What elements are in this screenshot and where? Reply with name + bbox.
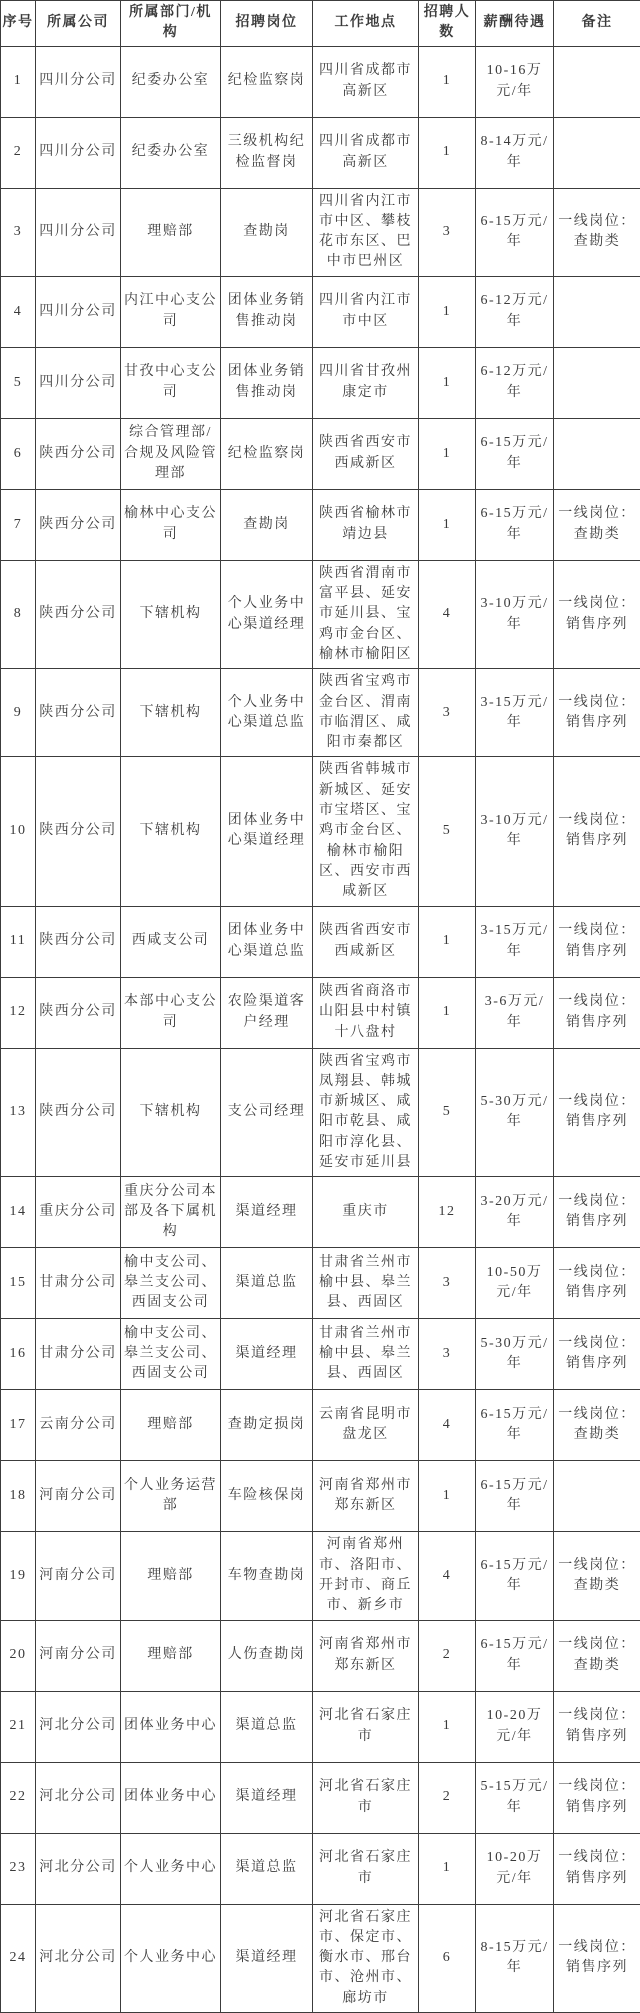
cell-note	[554, 117, 640, 188]
header-note: 备注	[554, 1, 640, 47]
cell-dept: 纪委办公室	[121, 117, 221, 188]
cell-dept: 本部中心支公司	[121, 977, 221, 1048]
cell-location: 四川省成都市高新区	[313, 46, 419, 117]
cell-salary: 6-15万元/年	[476, 418, 554, 489]
cell-note: 一线岗位：销售序列	[554, 669, 640, 757]
cell-count: 1	[419, 1833, 476, 1904]
cell-company: 河北分公司	[36, 1762, 121, 1833]
cell-salary: 6-15万元/年	[476, 188, 554, 276]
cell-salary: 8-15万元/年	[476, 1904, 554, 2012]
cell-dept: 榆林中心支公司	[121, 489, 221, 560]
cell-dept: 理赔部	[121, 1390, 221, 1461]
cell-dept: 纪委办公室	[121, 46, 221, 117]
cell-position: 渠道经理	[221, 1319, 313, 1390]
cell-note: 一线岗位：销售序列	[554, 1691, 640, 1762]
cell-position: 团体业务中心渠道经理	[221, 757, 313, 906]
cell-count: 4	[419, 1532, 476, 1620]
cell-location: 河南省郑州市郑东新区	[313, 1461, 419, 1532]
cell-position: 查勘岗	[221, 188, 313, 276]
cell-position: 个人业务中心渠道经理	[221, 560, 313, 668]
cell-count: 1	[419, 117, 476, 188]
cell-dept: 理赔部	[121, 1620, 221, 1691]
header-count: 招聘人数	[419, 1, 476, 47]
cell-count: 3	[419, 1248, 476, 1319]
cell-company: 陕西分公司	[36, 1048, 121, 1177]
cell-position: 渠道总监	[221, 1691, 313, 1762]
table-row	[1, 276, 640, 347]
cell-company: 四川分公司	[36, 188, 121, 276]
cell-note: 一线岗位：销售序列	[554, 1248, 640, 1319]
cell-position: 车物查勘岗	[221, 1532, 313, 1620]
cell-company: 四川分公司	[36, 276, 121, 347]
cell-location: 陕西省宝鸡市金台区、渭南市临渭区、咸阳市秦都区	[313, 669, 419, 757]
cell-location: 甘肃省兰州市榆中县、皋兰县、西固区	[313, 1248, 419, 1319]
table-row	[1, 117, 640, 188]
table-row	[1, 418, 640, 489]
cell-count: 3	[419, 1319, 476, 1390]
cell-count: 5	[419, 757, 476, 906]
cell-seq: 23	[1, 1833, 36, 1904]
cell-note: 一线岗位：销售序列	[554, 1177, 640, 1248]
cell-seq: 19	[1, 1532, 36, 1620]
cell-seq: 24	[1, 1904, 36, 2012]
cell-location: 陕西省渭南市富平县、延安市延川县、宝鸡市金台区、榆林市榆阳区	[313, 560, 419, 668]
cell-count: 1	[419, 1691, 476, 1762]
cell-salary: 5-15万元/年	[476, 1762, 554, 1833]
cell-dept: 理赔部	[121, 1532, 221, 1620]
header-seq: 序号	[1, 1, 36, 47]
cell-seq: 18	[1, 1461, 36, 1532]
table-row	[1, 46, 640, 117]
cell-location: 陕西省西安市西咸新区	[313, 418, 419, 489]
cell-note: 一线岗位：销售序列	[554, 1833, 640, 1904]
cell-salary: 3-15万元/年	[476, 906, 554, 977]
cell-position: 纪检监察岗	[221, 418, 313, 489]
cell-count: 5	[419, 1048, 476, 1177]
cell-location: 河北省石家庄市	[313, 1833, 419, 1904]
cell-salary: 5-30万元/年	[476, 1048, 554, 1177]
header-location: 工作地点	[313, 1, 419, 47]
table-row	[1, 1461, 640, 1532]
cell-note: 一线岗位：销售序列	[554, 1762, 640, 1833]
cell-position: 团体业务中心渠道总监	[221, 906, 313, 977]
cell-location: 陕西省榆林市靖边县	[313, 489, 419, 560]
cell-seq: 2	[1, 117, 36, 188]
cell-seq: 22	[1, 1762, 36, 1833]
cell-dept: 榆中支公司、皋兰支公司、西固支公司	[121, 1319, 221, 1390]
cell-count: 3	[419, 669, 476, 757]
cell-company: 陕西分公司	[36, 489, 121, 560]
table-row	[1, 906, 640, 977]
table-row	[1, 1833, 640, 1904]
cell-location: 陕西省商洛市山阳县中村镇十八盘村	[313, 977, 419, 1048]
table-row	[1, 1691, 640, 1762]
cell-position: 人伤查勘岗	[221, 1620, 313, 1691]
table-row	[1, 560, 640, 668]
cell-dept: 榆中支公司、皋兰支公司、西固支公司	[121, 1248, 221, 1319]
cell-location: 河北省石家庄市	[313, 1762, 419, 1833]
cell-note: 一线岗位：销售序列	[554, 1904, 640, 2012]
table-row	[1, 1248, 640, 1319]
cell-position: 查勘定损岗	[221, 1390, 313, 1461]
cell-seq: 11	[1, 906, 36, 977]
cell-note: 一线岗位：销售序列	[554, 1048, 640, 1177]
cell-dept: 内江中心支公司	[121, 276, 221, 347]
cell-dept: 综合管理部/合规及风险管理部	[121, 418, 221, 489]
cell-salary: 10-16万元/年	[476, 46, 554, 117]
cell-note	[554, 276, 640, 347]
cell-dept: 个人业务中心	[121, 1904, 221, 2012]
cell-count: 4	[419, 560, 476, 668]
cell-company: 四川分公司	[36, 117, 121, 188]
cell-company: 河北分公司	[36, 1691, 121, 1762]
header-salary: 薪酬待遇	[476, 1, 554, 47]
cell-salary: 3-20万元/年	[476, 1177, 554, 1248]
cell-seq: 17	[1, 1390, 36, 1461]
cell-position: 查勘岗	[221, 489, 313, 560]
cell-salary: 6-15万元/年	[476, 489, 554, 560]
cell-position: 团体业务销售推动岗	[221, 276, 313, 347]
cell-position: 团体业务销售推动岗	[221, 347, 313, 418]
cell-salary: 3-15万元/年	[476, 669, 554, 757]
cell-note: 一线岗位：查勘类	[554, 1620, 640, 1691]
cell-location: 重庆市	[313, 1177, 419, 1248]
cell-count: 2	[419, 1762, 476, 1833]
cell-note: 一线岗位：销售序列	[554, 560, 640, 668]
cell-salary: 8-14万元/年	[476, 117, 554, 188]
cell-seq: 1	[1, 46, 36, 117]
cell-dept: 下辖机构	[121, 1048, 221, 1177]
cell-company: 陕西分公司	[36, 669, 121, 757]
cell-company: 陕西分公司	[36, 977, 121, 1048]
cell-count: 1	[419, 418, 476, 489]
cell-count: 1	[419, 906, 476, 977]
header-position: 招聘岗位	[221, 1, 313, 47]
cell-dept: 个人业务中心	[121, 1833, 221, 1904]
cell-seq: 3	[1, 188, 36, 276]
cell-salary: 3-10万元/年	[476, 757, 554, 906]
cell-location: 陕西省西安市西咸新区	[313, 906, 419, 977]
table-header-row	[1, 1, 640, 47]
cell-seq: 6	[1, 418, 36, 489]
cell-note: 一线岗位：查勘类	[554, 1532, 640, 1620]
cell-position: 渠道总监	[221, 1833, 313, 1904]
cell-note	[554, 347, 640, 418]
cell-salary: 6-15万元/年	[476, 1461, 554, 1532]
cell-position: 渠道经理	[221, 1904, 313, 2012]
cell-seq: 16	[1, 1319, 36, 1390]
cell-note: 一线岗位：销售序列	[554, 757, 640, 906]
cell-seq: 15	[1, 1248, 36, 1319]
cell-salary: 10-50万元/年	[476, 1248, 554, 1319]
cell-location: 河南省郑州市郑东新区	[313, 1620, 419, 1691]
cell-seq: 13	[1, 1048, 36, 1177]
cell-position: 纪检监察岗	[221, 46, 313, 117]
cell-dept: 理赔部	[121, 188, 221, 276]
cell-dept: 下辖机构	[121, 757, 221, 906]
table-row	[1, 489, 640, 560]
cell-location: 河北省石家庄市	[313, 1691, 419, 1762]
cell-company: 四川分公司	[36, 46, 121, 117]
cell-dept: 团体业务中心	[121, 1691, 221, 1762]
cell-dept: 甘孜中心支公司	[121, 347, 221, 418]
cell-seq: 5	[1, 347, 36, 418]
cell-location: 陕西省韩城市新城区、延安市宝塔区、宝鸡市金台区、榆林市榆阳区、西安市西咸新区	[313, 757, 419, 906]
cell-position: 车险核保岗	[221, 1461, 313, 1532]
table-row	[1, 1177, 640, 1248]
cell-count: 1	[419, 489, 476, 560]
table-row	[1, 1319, 640, 1390]
cell-note: 一线岗位：查勘类	[554, 1390, 640, 1461]
cell-company: 河北分公司	[36, 1833, 121, 1904]
cell-salary: 10-20万元/年	[476, 1833, 554, 1904]
table-row	[1, 1620, 640, 1691]
cell-location: 四川省内江市市中区	[313, 276, 419, 347]
cell-company: 甘肃分公司	[36, 1319, 121, 1390]
cell-position: 渠道总监	[221, 1248, 313, 1319]
cell-salary: 5-30万元/年	[476, 1319, 554, 1390]
table-row	[1, 977, 640, 1048]
cell-location: 河南省郑州市、洛阳市、开封市、商丘市、新乡市	[313, 1532, 419, 1620]
cell-salary: 10-20万元/年	[476, 1691, 554, 1762]
cell-company: 河南分公司	[36, 1620, 121, 1691]
cell-seq: 8	[1, 560, 36, 668]
cell-dept: 西咸支公司	[121, 906, 221, 977]
cell-company: 陕西分公司	[36, 418, 121, 489]
cell-count: 1	[419, 347, 476, 418]
cell-salary: 6-15万元/年	[476, 1532, 554, 1620]
header-dept: 所属部门/机构	[121, 1, 221, 47]
cell-count: 1	[419, 46, 476, 117]
cell-salary: 6-15万元/年	[476, 1390, 554, 1461]
header-company: 所属公司	[36, 1, 121, 47]
table-body	[1, 46, 640, 2012]
cell-position: 渠道经理	[221, 1177, 313, 1248]
cell-seq: 10	[1, 757, 36, 906]
cell-position: 渠道经理	[221, 1762, 313, 1833]
table-row	[1, 757, 640, 906]
cell-note: 一线岗位：查勘类	[554, 489, 640, 560]
table-row	[1, 1532, 640, 1620]
cell-seq: 9	[1, 669, 36, 757]
cell-company: 重庆分公司	[36, 1177, 121, 1248]
cell-dept: 重庆分公司本部及各下属机构	[121, 1177, 221, 1248]
cell-dept: 团体业务中心	[121, 1762, 221, 1833]
cell-note: 一线岗位：销售序列	[554, 906, 640, 977]
cell-location: 甘肃省兰州市榆中县、皋兰县、西固区	[313, 1319, 419, 1390]
cell-count: 1	[419, 1461, 476, 1532]
cell-position: 三级机构纪检监督岗	[221, 117, 313, 188]
table-row	[1, 1762, 640, 1833]
cell-company: 陕西分公司	[36, 560, 121, 668]
cell-company: 甘肃分公司	[36, 1248, 121, 1319]
cell-count: 3	[419, 188, 476, 276]
cell-location: 陕西省宝鸡市凤翔县、韩城市新城区、咸阳市乾县、咸阳市淳化县、延安市延川县	[313, 1048, 419, 1177]
table-row	[1, 669, 640, 757]
cell-location: 四川省成都市高新区	[313, 117, 419, 188]
cell-count: 2	[419, 1620, 476, 1691]
table-row	[1, 1904, 640, 2012]
cell-company: 云南分公司	[36, 1390, 121, 1461]
cell-note: 一线岗位：查勘类	[554, 188, 640, 276]
cell-dept: 下辖机构	[121, 669, 221, 757]
cell-seq: 14	[1, 1177, 36, 1248]
cell-note	[554, 418, 640, 489]
cell-position: 农险渠道客户经理	[221, 977, 313, 1048]
cell-seq: 12	[1, 977, 36, 1048]
cell-note	[554, 1461, 640, 1532]
table-row	[1, 188, 640, 276]
table-row	[1, 347, 640, 418]
cell-count: 12	[419, 1177, 476, 1248]
cell-note: 一线岗位：销售序列	[554, 1319, 640, 1390]
cell-salary: 3-10万元/年	[476, 560, 554, 668]
cell-location: 四川省甘孜州康定市	[313, 347, 419, 418]
cell-company: 陕西分公司	[36, 757, 121, 906]
cell-location: 云南省昆明市盘龙区	[313, 1390, 419, 1461]
cell-seq: 20	[1, 1620, 36, 1691]
cell-count: 4	[419, 1390, 476, 1461]
cell-company: 河北分公司	[36, 1904, 121, 2012]
cell-company: 四川分公司	[36, 347, 121, 418]
cell-salary: 6-15万元/年	[476, 1620, 554, 1691]
table-row	[1, 1390, 640, 1461]
cell-note: 一线岗位：销售序列	[554, 977, 640, 1048]
cell-dept: 个人业务运营部	[121, 1461, 221, 1532]
cell-count: 1	[419, 276, 476, 347]
cell-salary: 3-6万元/年	[476, 977, 554, 1048]
cell-location: 河北省石家庄市、保定市、衡水市、邢台市、沧州市、廊坊市	[313, 1904, 419, 2012]
cell-dept: 下辖机构	[121, 560, 221, 668]
cell-salary: 6-12万元/年	[476, 276, 554, 347]
cell-note	[554, 46, 640, 117]
cell-seq: 7	[1, 489, 36, 560]
cell-company: 河南分公司	[36, 1532, 121, 1620]
cell-company: 陕西分公司	[36, 906, 121, 977]
cell-count: 6	[419, 1904, 476, 2012]
cell-count: 1	[419, 977, 476, 1048]
table-row	[1, 1048, 640, 1177]
cell-seq: 4	[1, 276, 36, 347]
cell-position: 个人业务中心渠道总监	[221, 669, 313, 757]
cell-seq: 21	[1, 1691, 36, 1762]
cell-location: 四川省内江市市中区、攀枝花市东区、巴中市巴州区	[313, 188, 419, 276]
cell-position: 支公司经理	[221, 1048, 313, 1177]
cell-salary: 6-12万元/年	[476, 347, 554, 418]
cell-company: 河南分公司	[36, 1461, 121, 1532]
